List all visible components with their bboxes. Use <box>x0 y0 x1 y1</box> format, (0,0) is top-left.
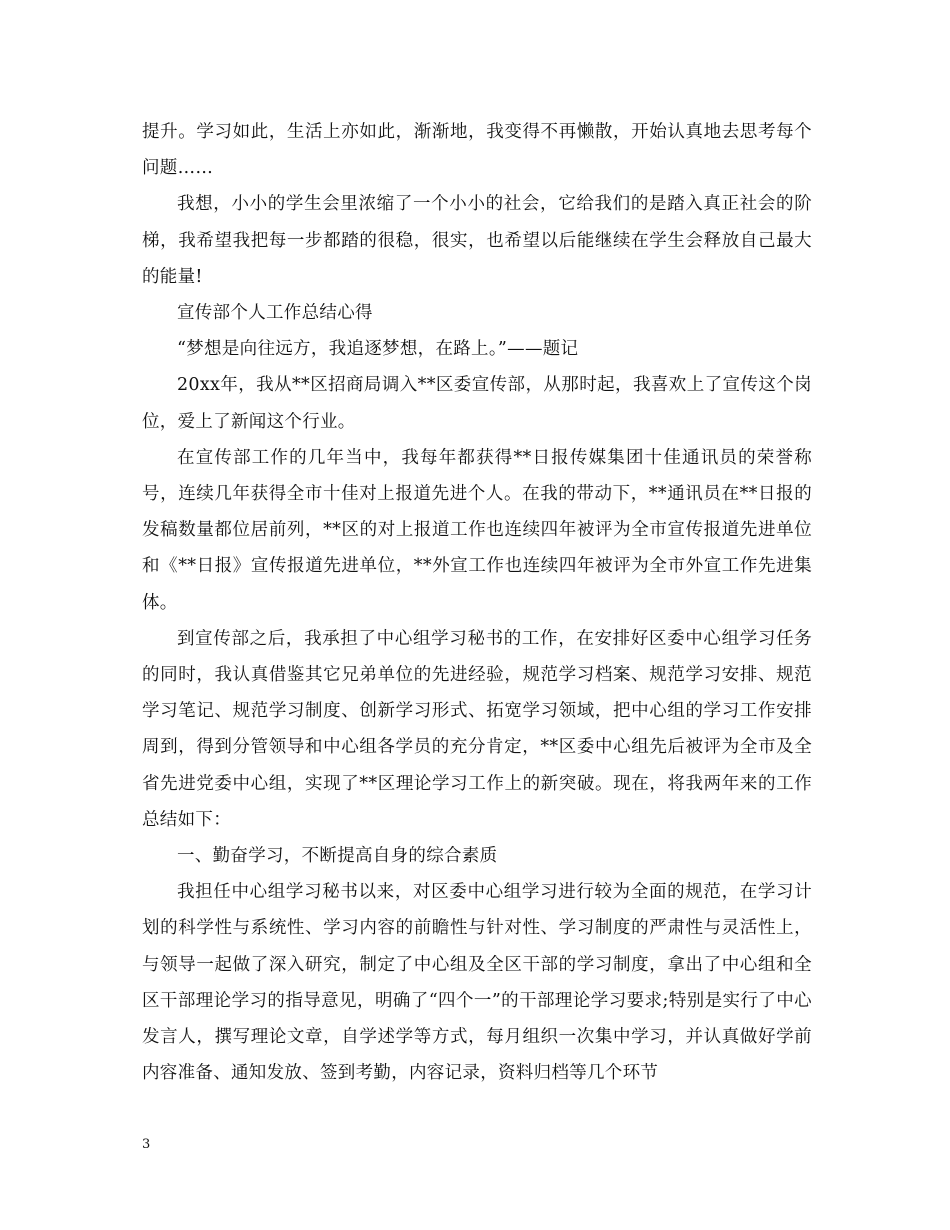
paragraph-achievements: 在宣传部工作的几年当中，我每年都获得**日报传媒集团十佳通讯员的荣誉称号，连续几年获得全市十佳对上报道先进个人。在我的带动下，**通讯员在**日报的发稿数量都位居前列，**区的对上报道工作也连续四年被评为全市宣传报道先进单位和《**日报》宣传报道先进单位，**外宣工作也连续四年被评为全市外宣工作先进集体。 <box>142 447 812 613</box>
paragraph-secretary-work: 到宣传部之后，我承担了中心组学习秘书的工作，在安排好区委中心组学习任务的同时，我认真借鉴其它兄弟单位的先进经验，规范学习档案、规范学习安排、规范学习笔记、规范学习制度、创新学习形式、拓宽学习领域，把中心组的学习工作安排周到，得到分管领导和中心组各学员的充分肯定，**区委中心组先后被评为全市及全省先进党委中心组，实现了**区理论学习工作上的新突破。现在，将我两年来的工作总结如下： <box>142 628 812 830</box>
page-number: 3 <box>142 1137 151 1152</box>
paragraph-transfer: 20xx年，我从**区招商局调入**区委宣传部，从那时起，我喜欢上了宣传这个岗位，爱上了新闻这个行业。 <box>142 375 812 432</box>
paragraph-study-norms: 我担任中心组学习秘书以来，对区委中心组学习进行较为全面的规范，在学习计划的科学性与系统性、学习内容的前瞻性与针对性、学习制度的严肃性与灵活性上，与领导一起做了深入研究，制定了中心组及全区干部的学习制度，拿出了中心组和全区干部理论学习的指导意见，明确了“四个一”的干部理论学习要求;特别是实行了中心发言人，撰写理论文章，自学述学等方式，每月组织一次集中学习，并认真做好学前内容准备、通知发放、签到考勤，内容记录，资料归档等几个环节 <box>142 882 812 1084</box>
document-body <box>142 114 812 1091</box>
paragraph-continuation: 提升。学习如此，生活上亦如此，渐渐地，我变得不再懒散，开始认真地去思考每个问题…… <box>142 122 812 179</box>
epigraph: “梦想是向往远方，我追逐梦想，在路上。”——题记 <box>177 339 579 360</box>
section-title: 宣传部个人工作总结心得 <box>177 303 373 324</box>
section-heading-one: 一、勤奋学习，不断提高自身的综合素质 <box>177 846 498 867</box>
paragraph-student-union: 我想，小小的学生会里浓缩了一个小小的社会，它给我们的是踏入真正社会的阶梯，我希望我把每一步都踏的很稳，很实，也希望以后能继续在学生会释放自己最大的能量! <box>142 194 812 287</box>
